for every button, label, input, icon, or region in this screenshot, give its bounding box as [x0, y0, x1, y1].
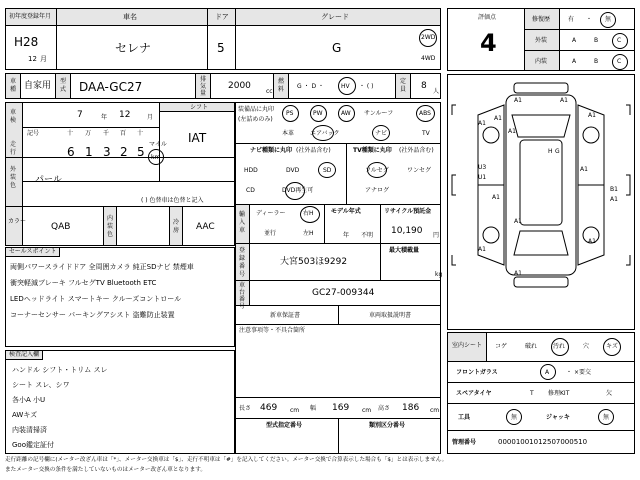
- tv-title: TV種類に丸印: [353, 147, 392, 154]
- tv-box: [346, 143, 441, 205]
- model-year-unknown: 不明: [361, 232, 374, 239]
- mark-a1-b3: A1: [478, 246, 486, 253]
- windshield-row: フロントガラス A ・ ×要交: [447, 361, 635, 383]
- cap-unit: 人: [433, 88, 440, 95]
- reg-month: 12: [28, 55, 37, 63]
- mark-a1-l3: A1: [508, 128, 516, 135]
- inspection-year: 7: [77, 110, 83, 120]
- usage-value-cell: [20, 73, 56, 99]
- navi-hdd: HDD: [244, 167, 258, 174]
- inspector-label: 検査記入欄: [6, 351, 43, 360]
- color-label: 外装色: [10, 166, 17, 189]
- exterior-value-cell: [559, 29, 635, 51]
- model-label: 車名: [123, 13, 137, 21]
- seat-yabure: 破れ: [525, 343, 538, 350]
- chassis-value: GC27-009344: [312, 288, 375, 298]
- seat-kizu: キズ: [606, 343, 618, 350]
- mark-a1-l4: A1: [492, 194, 500, 201]
- type-label-cell: [55, 73, 71, 99]
- mark-a1-b2: A1: [588, 238, 596, 245]
- usage-label-cell: [5, 73, 21, 99]
- disp-label-cell: [195, 73, 211, 99]
- seat-ana: 穴: [583, 343, 590, 350]
- spare-t: T: [530, 390, 534, 397]
- mgmt-label: 管理番号: [452, 439, 477, 446]
- interior-label: 内装: [535, 58, 548, 65]
- doors-label-cell: [207, 8, 236, 26]
- code-value: QAB: [51, 222, 71, 232]
- type-approval-label: 型式指定番号: [266, 422, 303, 429]
- chassis-value-cell: [249, 280, 441, 306]
- int-a: A: [572, 58, 577, 65]
- grade-label-cell: [235, 8, 441, 26]
- reg-label-cell: [5, 8, 57, 26]
- fuel-value-cell: [288, 73, 396, 99]
- mileage-label: 走行: [10, 141, 17, 156]
- digit-0: 6: [67, 145, 75, 159]
- model-year-label: モデル年式: [331, 208, 361, 215]
- import-left: 左H: [303, 230, 314, 237]
- equipment-box: [235, 102, 441, 144]
- rating-label: 評価点: [478, 14, 497, 21]
- ext-b: B: [594, 37, 599, 44]
- equipment-sub: (左詰めのみ): [238, 116, 273, 123]
- seat-label-cell: [447, 332, 487, 362]
- inspector-box: [5, 350, 235, 454]
- mileage-note: 記号: [27, 130, 40, 137]
- model-year-unit: 年: [343, 232, 350, 239]
- model-value: セレナ: [115, 41, 152, 55]
- windshield-replace: ×要交: [574, 369, 592, 376]
- tv-sub: (社外品含む): [399, 147, 434, 154]
- mile-label: マイル: [149, 141, 167, 148]
- width-unit: cm: [362, 407, 372, 414]
- equip-airbag: エアバック: [310, 130, 340, 137]
- equip-aw: AW: [341, 110, 351, 117]
- inspector-line-2: 各小A 小U: [12, 396, 46, 404]
- code-value-cell: [22, 206, 104, 246]
- import-label: 輸入車: [239, 211, 246, 234]
- car-diagram-box: [447, 74, 635, 330]
- jack-label: ジャッキ: [546, 414, 570, 421]
- type-value: DAA-GC27: [79, 80, 143, 94]
- sales-points-box: [5, 247, 235, 347]
- shift-value: IAT: [188, 131, 207, 145]
- navi-title: ナビ種類に丸印: [250, 147, 293, 154]
- color-note: ( ) 色替車は色替と記入: [141, 197, 204, 204]
- navi-box: [235, 143, 347, 205]
- interior-color-label-cell: [103, 206, 117, 246]
- ac-label: 冷房: [173, 219, 180, 234]
- reg-value: H28: [14, 35, 39, 49]
- mark-a1-r3: A1: [610, 196, 618, 203]
- spare-none: 欠: [606, 390, 613, 397]
- digit-4: 5: [137, 145, 145, 159]
- equip-sunroof: サンルーフ: [364, 110, 394, 117]
- mark-a1-b1: A1: [514, 218, 522, 225]
- mgmt-row: [447, 430, 635, 454]
- equip-navi: ナビ: [375, 130, 388, 137]
- navi-dvd: DVD: [286, 167, 300, 174]
- digit-2: 3: [103, 145, 111, 159]
- exterior-label-cell: [524, 29, 560, 51]
- dims-row: [235, 397, 441, 419]
- mark-a1-front-r: A1: [560, 97, 568, 104]
- mark-a1-front: A1: [514, 97, 522, 104]
- grade-value: G: [332, 41, 342, 55]
- category-label: 類別区分番号: [369, 422, 406, 429]
- width-value: 169: [332, 403, 350, 413]
- inspection-month: 12: [119, 110, 131, 120]
- fuel-other: ・ ( ): [359, 83, 374, 90]
- fuel-selected: HV: [341, 83, 350, 90]
- mark-u1: U1: [478, 174, 487, 181]
- color-value-cell: [22, 154, 235, 207]
- digit-h-3: 百: [120, 130, 127, 137]
- repair-yes: 有: [568, 16, 575, 23]
- length-value: 469: [260, 403, 278, 413]
- digit-h-0: 十: [67, 130, 74, 137]
- equip-leather: 本革: [282, 130, 295, 137]
- code-label-cell: [5, 206, 27, 246]
- ac-value: AAC: [196, 222, 215, 232]
- import-parallel: 並行: [264, 230, 277, 237]
- length-label: 長さ: [239, 405, 252, 412]
- rating-value: 4: [480, 29, 497, 57]
- tv-analog: アナログ: [365, 187, 390, 194]
- sales-points-label: セールスポイント: [6, 248, 60, 257]
- import-label-cell: [235, 204, 250, 244]
- notes-box: [235, 324, 441, 398]
- length-unit: cm: [290, 407, 300, 414]
- equip-tv: TV: [422, 130, 430, 137]
- seat-yogore: 汚れ: [553, 343, 566, 350]
- reg-month-unit: 月: [40, 55, 47, 63]
- footer-line-1: 走行距離の記号欄に(メーター改ざん車は「*」、メーター交換車は「$」、走行不明車は「#」を記入してください。メーター交換で合算表示した場合も「$」とは表示しません。: [5, 457, 448, 463]
- interior-value-cell: [559, 50, 635, 71]
- mark-a1-l2: A1: [494, 115, 502, 122]
- notes-label: 注意事項等・不具合箇所: [239, 327, 306, 334]
- grade-value-cell: [235, 25, 441, 70]
- navi-cd: CD: [246, 187, 255, 194]
- tv-fullseg: フルセグ: [365, 167, 389, 174]
- height-value: 186: [402, 403, 420, 413]
- type-label: 型式: [60, 78, 67, 93]
- type-approval-cell: [235, 418, 339, 454]
- inspection-month-unit: 月: [147, 114, 154, 121]
- ext-a: A: [572, 37, 577, 44]
- spare-label: スペアタイヤ: [456, 390, 492, 397]
- plate-value-cell: [249, 243, 381, 281]
- inspector-line-1: シート スレ、シワ: [12, 381, 70, 389]
- drive-4wd: 4WD: [421, 55, 436, 62]
- max-load-cell: [380, 243, 441, 281]
- digit-h-4: 十: [137, 130, 144, 137]
- import-cell: [249, 204, 325, 244]
- repair-value-cell: 有 ・ 無: [559, 8, 635, 30]
- fuel-label-cell: [273, 73, 289, 99]
- inspector-line-0: ハンドル シフト・トリム スレ: [12, 366, 108, 374]
- width-label: 幅: [310, 405, 317, 412]
- recycle-value: 10,190: [391, 226, 423, 236]
- km-label: km: [151, 154, 161, 161]
- cap-value: 8: [421, 81, 427, 91]
- interior-color-value-cell: [116, 206, 170, 246]
- inspection-value-cell: [22, 102, 160, 128]
- repair-label: 修復歴: [532, 16, 551, 23]
- mark-a1-r2: A1: [580, 166, 588, 173]
- mark-a1-l1: A1: [478, 120, 486, 127]
- equip-pw: PW: [313, 110, 323, 117]
- category-cell: [338, 418, 441, 454]
- car-diagram: [448, 75, 634, 329]
- mark-b1: B1: [610, 186, 618, 193]
- seat-value-cell: [486, 332, 635, 362]
- inspection-label: 車検: [10, 109, 17, 124]
- tv-oneseg: ワンセグ: [407, 167, 432, 174]
- recycle-label: リサイクル預託金: [384, 208, 432, 215]
- inspector-line-3: AWキズ: [12, 411, 38, 419]
- doors-label: ドア: [215, 13, 229, 21]
- fuel-label: 燃料: [278, 78, 285, 93]
- int-b: B: [594, 58, 599, 65]
- model-label-cell: [56, 8, 208, 26]
- exterior-label: 外装: [535, 37, 548, 44]
- height-unit: cm: [430, 407, 440, 414]
- chassis-label-cell: [235, 280, 250, 310]
- footer-line-2: またメーター交換の条件を満たしていないものはメーター改ざん車となります。: [5, 467, 206, 473]
- rating-box: [447, 8, 525, 71]
- windshield-label: フロントガラス: [456, 369, 498, 376]
- grade-label: グレード: [321, 13, 349, 21]
- navi-dvd-play: DVD再生可: [282, 187, 314, 194]
- interior-label-cell: [524, 50, 560, 71]
- disp-value: 2000: [228, 81, 251, 91]
- mgmt-value: 00001001012507000510: [498, 438, 588, 446]
- doors-value: 5: [217, 41, 225, 55]
- mark-a1-r1: A1: [588, 112, 596, 119]
- usage-label: 車種: [10, 78, 17, 93]
- equip-abs: ABS: [419, 110, 431, 117]
- interior-color-label: 内装色: [107, 215, 114, 238]
- repair-no: 無: [605, 16, 612, 23]
- plate-value: 大宮503ほ9292: [280, 257, 348, 267]
- disp-unit: cc: [266, 88, 273, 95]
- inspector-line-4: 内装清掃済: [12, 426, 47, 434]
- digit-3: 2: [120, 145, 128, 159]
- drive-2wd: 2WD: [421, 34, 436, 41]
- import-right: 右H: [303, 210, 314, 217]
- mark-a1-rear: A1: [514, 270, 522, 277]
- int-c: C: [617, 58, 622, 65]
- recycle-cell: [380, 204, 441, 244]
- height-label: 高さ: [378, 405, 391, 412]
- tools-value: 無: [511, 414, 518, 421]
- mark-g: G: [555, 148, 560, 155]
- type-value-cell: [70, 73, 196, 99]
- cap-label-cell: [395, 73, 411, 99]
- digit-h-2: 千: [103, 130, 110, 137]
- warranty-label: 新車保証書: [270, 312, 301, 319]
- warranty-cell: [235, 305, 339, 325]
- ac-value-cell: [182, 206, 235, 246]
- manual-cell: [338, 305, 441, 325]
- reg-value-cell: [5, 25, 57, 70]
- doors-value-cell: [207, 25, 236, 70]
- equipment-label: 装備品に丸印: [238, 106, 275, 113]
- ac-label-cell: [169, 206, 183, 246]
- inspector-line-5: Goo鑑定証付: [12, 441, 54, 449]
- max-load-unit: kg: [435, 271, 443, 278]
- model-year-cell: [324, 204, 381, 244]
- usage-value: 自家用: [24, 81, 52, 91]
- seat-label: 室内シート: [452, 342, 483, 349]
- inspection-year-unit: 年: [101, 114, 108, 121]
- cap-value-cell: [410, 73, 441, 99]
- tools-label: 工具: [458, 414, 471, 421]
- cap-label: 定員: [400, 78, 407, 93]
- disp-label: 排気量: [200, 76, 207, 97]
- ext-c: C: [617, 37, 622, 44]
- windshield-a: A: [545, 369, 550, 376]
- spare-row: [447, 382, 635, 404]
- seat-koge: コゲ: [495, 343, 508, 350]
- navi-sub: (社外品含む): [296, 147, 331, 154]
- import-dealer: ディーラー: [256, 210, 286, 217]
- manual-label: 車両取扱説明書: [369, 312, 412, 319]
- tools-row: [447, 403, 635, 431]
- spare-kit: 修理KIT: [548, 390, 570, 397]
- jack-value: 無: [603, 414, 610, 421]
- equip-ps: PS: [286, 110, 294, 117]
- plate-label: 登録番号: [239, 247, 246, 278]
- plate-label-cell: [235, 243, 250, 281]
- disp-value-cell: [210, 73, 274, 99]
- sales-line-3: コーナーセンサー パーキングアシスト 盗難防止装置: [10, 311, 175, 319]
- digit-h-1: 万: [85, 130, 92, 137]
- digit-1: 1: [85, 145, 93, 159]
- reg-label: 初年度登録年月: [9, 13, 52, 20]
- max-load-label: 最大積載量: [389, 247, 420, 254]
- color-label-cell: [5, 157, 23, 207]
- sales-line-2: LEDヘッドライト スマートキー クルーズコントロール: [10, 295, 182, 303]
- mark-u3: U3: [478, 164, 487, 171]
- chassis-label: 車台番号: [239, 282, 246, 310]
- fuel-options: G ・ D ・: [297, 83, 324, 90]
- shift-label: シフト: [190, 104, 209, 111]
- model-value-cell: [56, 25, 208, 70]
- sales-line-0: 両側パワースライドドア 全周囲カメラ 純正SDナビ 禁煙車: [10, 263, 194, 271]
- recycle-yen: 円: [433, 232, 440, 239]
- repair-label-cell: [524, 8, 560, 30]
- sales-line-1: 衝突軽減ブレーキ フルセグTV Bluetooth ETC: [10, 279, 157, 287]
- mark-h: H: [548, 148, 553, 155]
- code-label: カラー: [8, 218, 27, 225]
- color-value: パール: [35, 175, 62, 185]
- navi-sd: SD: [323, 167, 332, 174]
